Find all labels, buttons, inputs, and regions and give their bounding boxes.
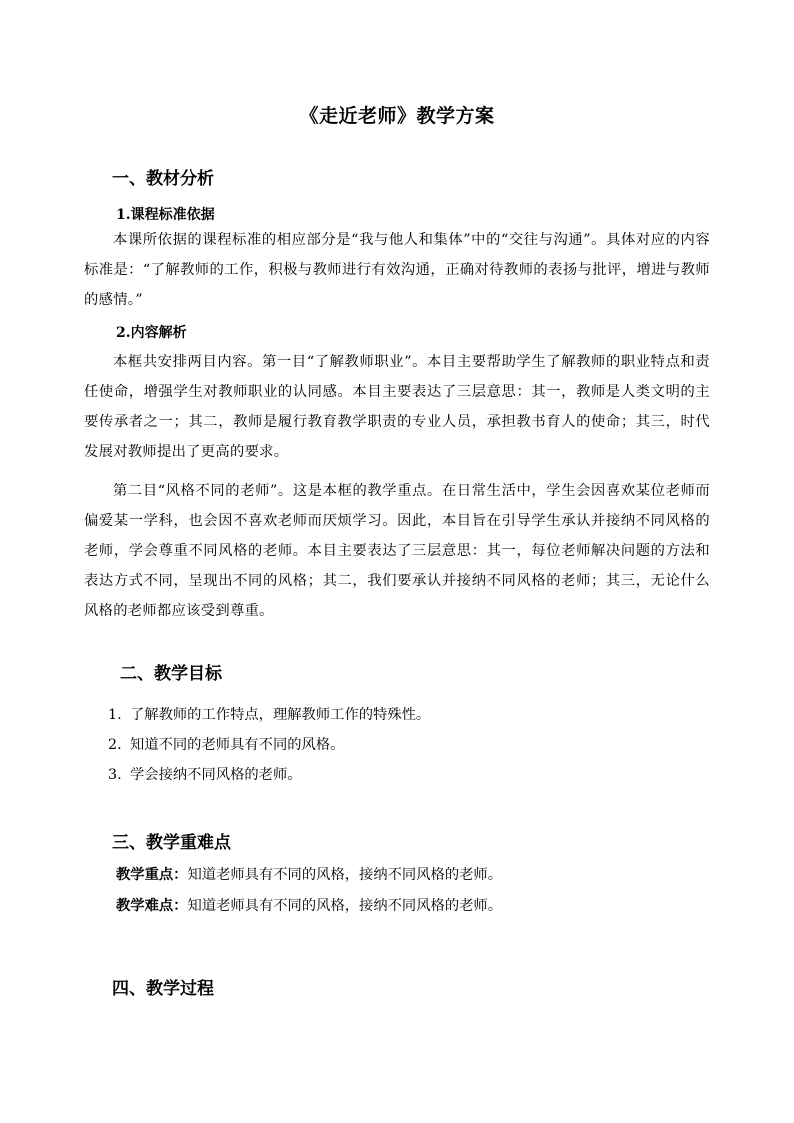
list-item-text: 学会接纳不同风格的老师。 [130,767,302,783]
section-heading-teaching-goals: 二、教学目标 [120,664,222,684]
paragraph-curriculum-standard: 本课所依据的课程标准的相应部分是“我与他人和集体”中的“交往与沟通”。具体对应的内容标准是：“了解教师的工作，积极与教师进行有效沟通，正确对待教师的表扬与批评，增进与教师的感情。” [84,232,710,308]
key-point-line [116,860,502,890]
list-item [108,700,430,730]
teaching-goals-list [108,700,430,790]
list-item-number: 2. [108,737,122,753]
difficult-point-text: 知道老师具有不同的风格，接纳不同风格的老师。 [187,898,503,914]
paragraph-content-analysis-2: 第二目“风格不同的老师”。这是本框的教学重点。在日常生活中，学生会因喜欢某位老师而偏爱某一学科，也会因不喜欢老师而厌烦学习。因此，本目旨在引导学生承认并接纳不同风格的老师，学会尊重不同风格的老师。本目主要表达了三层意思：其一，每位老师解决问题的方法和表达方式不同，呈现出不同的风格；其二，我们要承认并接纳不同风格的老师；其三，无论什么风格的老师都应该受到尊重。 [84,483,710,619]
key-point-label: 教学重点： [116,867,188,883]
list-item-text: 了解教师的工作特点，理解教师工作的特殊性。 [130,707,431,723]
list-item-text: 知道不同的老师具有不同的风格。 [130,737,345,753]
subheading-content-analysis: 2.内容解析 [116,325,187,341]
difficult-point-label: 教学难点： [116,898,188,914]
paragraph-content-analysis-1: 本框共安排两目内容。第一目“了解教师职业”。本目主要帮助学生了解教师的职业特点和责任使命，增强学生对教师职业的认同感。本目主要表达了三层意思：其一，教师是人类文明的主要传承者之一；其二，教师是履行教育教学职责的专业人员，承担教书育人的使命；其三，时代发展对教师提出了更高的要求。 [84,354,710,460]
subheading-curriculum-standard: 1.课程标准依据 [116,207,215,223]
list-item-number: 3. [108,767,122,783]
section-heading-teaching-process: 四、教学过程 [112,979,214,999]
section-heading-key-points: 三、教学重难点 [112,833,231,853]
difficult-point-line [116,891,502,921]
list-item [108,730,430,760]
list-item-number: 1. [108,707,122,723]
list-item [108,760,430,790]
key-point-text: 知道老师具有不同的风格，接纳不同风格的老师。 [187,867,503,883]
section-heading-material-analysis: 一、教材分析 [112,169,214,189]
document-title: 《走近老师》教学方案 [299,105,495,127]
